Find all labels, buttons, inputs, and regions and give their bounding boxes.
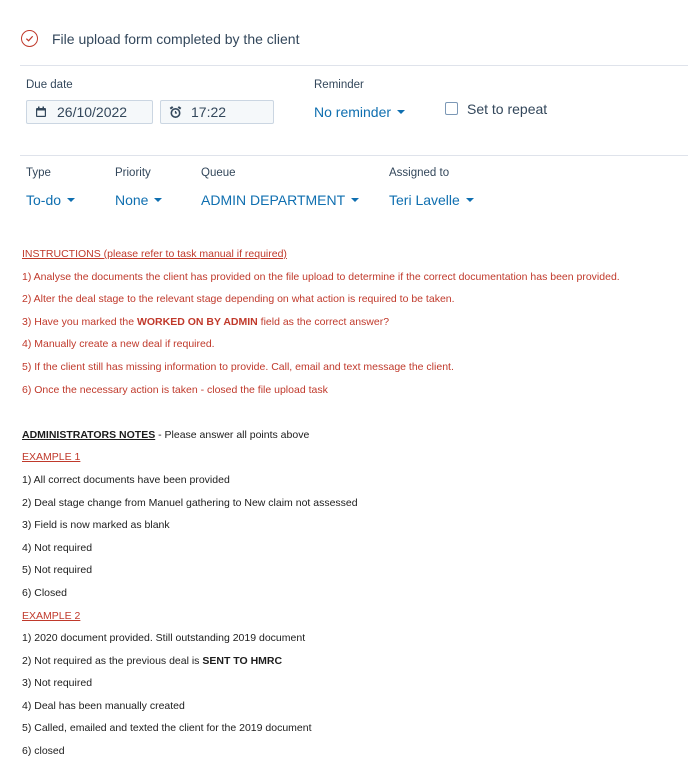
calendar-icon [35,106,49,118]
due-time-input[interactable] [160,100,274,124]
example-2-heading: EXAMPLE 2 [22,609,81,622]
check-icon [25,34,34,43]
instruction-item: 4) Manually create a new deal if required. [22,338,215,351]
notes-heading-line [22,424,682,447]
example-1-item: 6) Closed [22,586,67,599]
instruction-bold-text: WORKED ON BY ADMIN [136,315,258,328]
task-complete-checkbox[interactable] [21,30,38,47]
assigned-to-dropdown[interactable] [389,192,474,208]
example-2-item: 4) Deal has been manually created [22,699,185,712]
instruction-text: field as the correct answer? [257,315,390,328]
instruction-item: 6) Once the necessary action is taken - closed the file upload task [22,383,328,396]
reminder-label: Reminder [314,79,364,91]
instruction-item: 2) Alter the deal stage to the relevant stage depending on what action is required to be taken. [22,293,455,306]
reminder-dropdown[interactable] [314,104,405,120]
queue-label: Queue [201,167,236,179]
assigned-to-value: Teri Lavelle [389,192,460,208]
set-to-repeat-checkbox[interactable] [445,102,458,115]
chevron-down-icon [351,198,359,202]
example-text: 2) Not required as the previous deal is [22,654,203,667]
due-date-value: 26/10/2022 [57,104,128,120]
example-2-item: 1) 2020 document provided. Still outstanding 2019 document [22,632,306,645]
clock-icon [169,106,183,119]
notes-heading: ADMINISTRATORS NOTES [22,428,156,441]
priority-dropdown[interactable] [115,192,162,208]
priority-label: Priority [115,167,151,179]
example-bold-text: SENT TO HMRC [202,654,283,667]
due-time-value: 17:22 [191,104,227,120]
chevron-down-icon [466,198,474,202]
notes-subheading: - Please answer all points above [155,428,310,441]
example-2-item: 3) Not required [22,677,93,690]
type-dropdown[interactable] [26,192,75,208]
instruction-item [22,311,682,334]
task-title[interactable]: File upload form completed by the client [52,31,300,47]
priority-value: None [115,192,149,208]
type-label: Type [26,167,51,179]
blank-line [22,401,682,424]
example-1-heading: EXAMPLE 1 [22,451,81,464]
example-1-item: 1) All correct documents have been provided [22,473,230,486]
instruction-item: 5) If the client still has missing information to provide. Call, email and text message the client. [22,360,454,373]
due-date-input[interactable] [26,100,153,124]
example-2-item: 6) closed [22,745,65,758]
instruction-item: 1) Analyse the documents the client has provided on the file upload to determine if the correct documentation has been provided. [22,270,620,283]
task-description[interactable] [22,243,682,763]
due-date-label: Due date [26,79,73,91]
example-1-item: 3) Field is now marked as blank [22,519,170,532]
instruction-text: 3) Have you marked the [22,315,137,328]
chevron-down-icon [67,198,75,202]
type-value: To-do [26,192,62,208]
assigned-to-label: Assigned to [389,167,450,179]
reminder-value: No reminder [314,104,392,120]
divider [20,155,688,156]
divider [20,65,688,66]
example-1-item: 5) Not required [22,564,93,577]
chevron-down-icon [397,110,405,114]
queue-dropdown[interactable] [201,192,359,208]
instructions-heading: INSTRUCTIONS (please refer to task manual if required) [22,248,287,260]
queue-value: ADMIN DEPARTMENT [201,192,346,208]
example-1-item: 2) Deal stage change from Manuel gathering to New claim not assessed [22,496,358,509]
example-2-item: 5) Called, emailed and texted the client for the 2019 document [22,722,312,735]
chevron-down-icon [154,198,162,202]
set-to-repeat-label[interactable]: Set to repeat [467,101,548,117]
example-2-item [22,650,682,673]
example-1-item: 4) Not required [22,541,93,554]
